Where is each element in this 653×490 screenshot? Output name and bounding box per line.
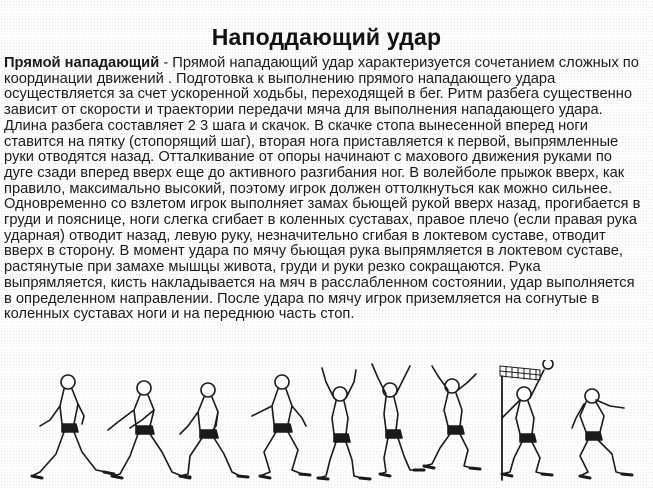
- attack-sequence-illustration: [20, 360, 638, 486]
- frame-9-landing: [572, 389, 632, 478]
- frame-6-takeoff: [372, 364, 424, 476]
- frame-7-arm-cock: [424, 366, 480, 469]
- frame-1-approach-step: [32, 375, 114, 478]
- frame-4-crouch: [252, 375, 310, 478]
- ball-icon: [543, 360, 553, 369]
- lead-term: Прямой нападающий: [4, 55, 160, 71]
- frame-3-stop-step: [180, 383, 248, 478]
- frame-8-ball-contact: [502, 370, 552, 476]
- body-text: - Прямой нападающий удар характеризуется сочетанием сложных по координации движений . Подготовка к выполнению прямого нападающего удара осуществляется за счет ускоренной ходьбы, переходящей в бег. Ритм разбега существенно зависит от скорости и траектории передачи мяча для выполнения нападающего удара. Длина разбега составляет 2 3 шага и скачок. В скачке стопа вынесенной вперед ноги ставится на пятку (стопорящий шаг), вторая нога приставляется к первой, выпрямленные руки отводятся назад. Отталкивание от опоры начинают с махового движения руками по дуге сзади вперед вверх еще до активного разгибания ног. В волейболе прыжок вверх, как правило, максимально высокий, поэтому игрок должен оттолкнуться как можно сильнее. Одновременно со взлетом игрок выполняет замах бьющей рукой вверх назад, прогибается в груди и пояснице, ноги слегка сгибает в коленных суставах, правое плечо (если правая рука ударная) отводит назад, левую руку, незначительно сгибая в локтевом суставе, отводит вверх в сторону. В момент удара по мячу бьющая рука выпрямляется в локтевом суставе, растянутые при замахе мышцы живота, груди и руки резко сокращаются. Рука выпрямляется, кисть накладывается на мяч в расслабленном состоянии, удар выполняется в определенном направлении. После удара по мячу игрок приземляется на согнутые в коленных суставах ноги и на переднюю часть стоп.: [4, 55, 641, 323]
- body-paragraph: [4, 56, 644, 323]
- slide-title: Наподдающий удар: [211, 24, 442, 50]
- frame-5-arm-swing: [318, 368, 370, 479]
- frame-2-arms-back: [108, 381, 190, 478]
